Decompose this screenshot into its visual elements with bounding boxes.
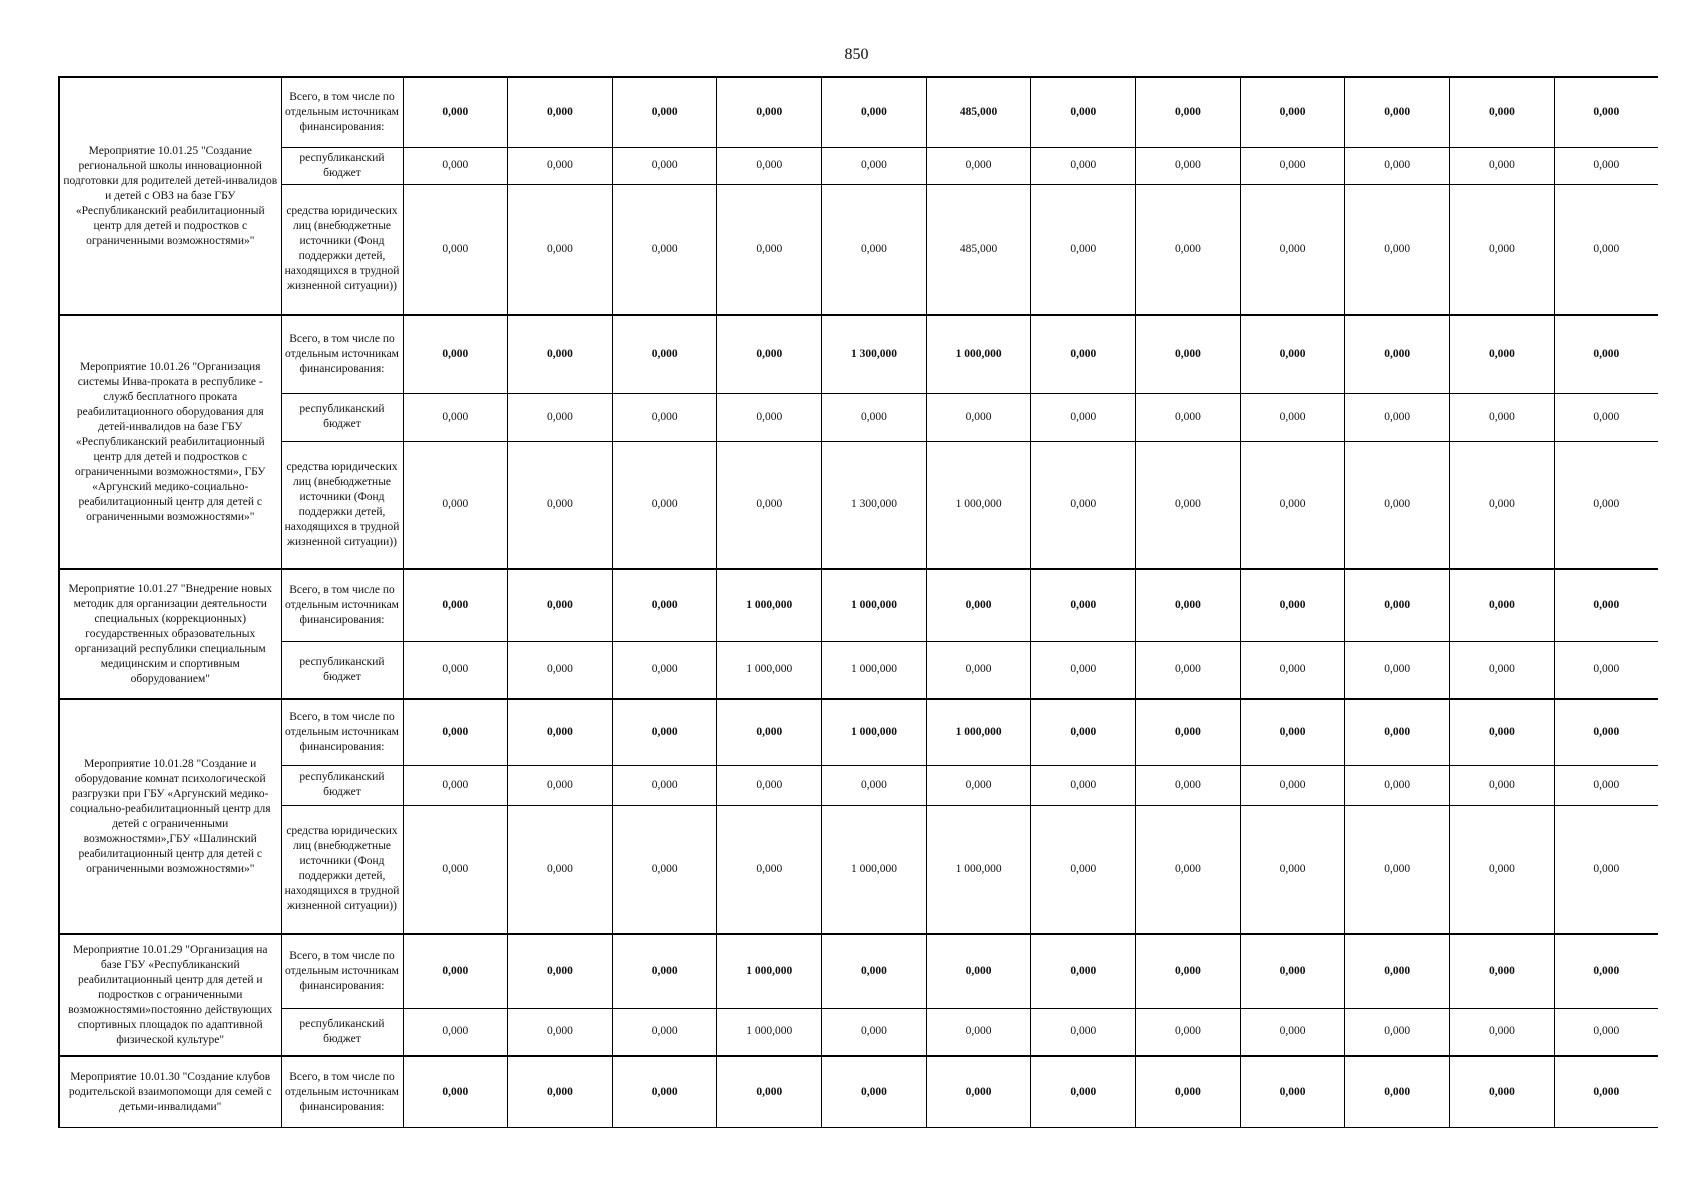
amount-cell: 0,000 [1031, 569, 1136, 641]
amount-cell: 0,000 [612, 441, 717, 569]
table-row [59, 765, 1658, 805]
amount-cell: 0,000 [612, 805, 717, 934]
amount-cell: 0,000 [1240, 393, 1345, 441]
amount-cell: 0,000 [403, 441, 508, 569]
funding-source-cell: республиканский бюджет [281, 765, 403, 805]
funding-source-cell: республиканский бюджет [281, 147, 403, 184]
amount-cell: 0,000 [1345, 315, 1450, 393]
amount-cell: 0,000 [612, 934, 717, 1008]
amount-cell: 0,000 [1031, 393, 1136, 441]
page-number: 850 [844, 46, 869, 63]
amount-cell: 0,000 [926, 393, 1031, 441]
amount-cell: 0,000 [508, 1008, 613, 1056]
amount-cell: 0,000 [1136, 184, 1241, 315]
funding-source-cell: республиканский бюджет [281, 641, 403, 699]
amount-cell: 1 000,000 [717, 934, 822, 1008]
amount-cell: 1 000,000 [822, 699, 927, 765]
amount-cell: 0,000 [926, 934, 1031, 1008]
funding-source-cell: республиканский бюджет [281, 393, 403, 441]
amount-cell: 0,000 [1450, 805, 1555, 934]
amount-cell: 0,000 [1136, 569, 1241, 641]
event-name-cell: Мероприятие 10.01.28 "Создание и оборудование комнат психологической разгрузки при ГБУ «Аргунский медико-социально-реабилитационный центр для детей с ограниченными возможностями»,ГБУ «Шалинский реабилитационный центр для детей с ограниченными возможностями»" [59, 699, 281, 934]
amount-cell: 0,000 [926, 147, 1031, 184]
amount-cell: 0,000 [1240, 805, 1345, 934]
amount-cell: 1 000,000 [717, 1008, 822, 1056]
amount-cell: 0,000 [1031, 77, 1136, 147]
amount-cell: 0,000 [1450, 147, 1555, 184]
amount-cell: 0,000 [508, 1056, 613, 1128]
amount-cell: 0,000 [1450, 765, 1555, 805]
amount-cell: 0,000 [403, 1056, 508, 1128]
amount-cell: 0,000 [926, 641, 1031, 699]
amount-cell: 0,000 [1136, 641, 1241, 699]
amount-cell: 0,000 [926, 765, 1031, 805]
amount-cell: 0,000 [1240, 934, 1345, 1008]
amount-cell: 0,000 [1450, 569, 1555, 641]
amount-cell: 0,000 [1450, 934, 1555, 1008]
amount-cell: 485,000 [926, 77, 1031, 147]
amount-cell: 0,000 [1554, 184, 1658, 315]
amount-cell: 0,000 [717, 441, 822, 569]
amount-cell: 0,000 [822, 1056, 927, 1128]
amount-cell: 1 300,000 [822, 441, 927, 569]
amount-cell: 0,000 [612, 641, 717, 699]
amount-cell: 0,000 [1031, 184, 1136, 315]
amount-cell: 0,000 [717, 77, 822, 147]
amount-cell: 0,000 [1345, 147, 1450, 184]
funding-source-cell: Всего, в том числе по отдельным источникам финансирования: [281, 569, 403, 641]
amount-cell: 0,000 [403, 934, 508, 1008]
amount-cell: 0,000 [1136, 441, 1241, 569]
amount-cell: 0,000 [403, 147, 508, 184]
amount-cell: 0,000 [508, 77, 613, 147]
amount-cell: 0,000 [508, 315, 613, 393]
amount-cell: 0,000 [1240, 699, 1345, 765]
amount-cell: 0,000 [1554, 441, 1658, 569]
amount-cell: 0,000 [822, 147, 927, 184]
amount-cell: 0,000 [403, 1008, 508, 1056]
amount-cell: 1 300,000 [822, 315, 927, 393]
amount-cell: 0,000 [1240, 147, 1345, 184]
amount-cell: 0,000 [1240, 641, 1345, 699]
amount-cell: 0,000 [1136, 147, 1241, 184]
amount-cell: 0,000 [717, 315, 822, 393]
table-row [59, 147, 1658, 184]
amount-cell: 0,000 [1031, 765, 1136, 805]
amount-cell: 0,000 [1450, 441, 1555, 569]
event-name-cell: Мероприятие 10.01.29 "Организация на базе ГБУ «Республиканский реабилитационный центр для детей и подростков с ограниченными возможностями»постоянно действующих спортивных площадок по адаптивной физической культуре" [59, 934, 281, 1056]
amount-cell: 0,000 [926, 1056, 1031, 1128]
table-row [59, 699, 1658, 765]
amount-cell: 0,000 [508, 184, 613, 315]
amount-cell: 0,000 [1240, 1056, 1345, 1128]
amount-cell: 0,000 [1136, 699, 1241, 765]
amount-cell: 0,000 [1554, 934, 1658, 1008]
amount-cell: 0,000 [1345, 184, 1450, 315]
amount-cell: 0,000 [403, 699, 508, 765]
amount-cell: 1 000,000 [926, 315, 1031, 393]
amount-cell: 0,000 [1136, 805, 1241, 934]
amount-cell: 0,000 [1345, 569, 1450, 641]
amount-cell: 0,000 [1136, 934, 1241, 1008]
amount-cell: 0,000 [1554, 147, 1658, 184]
funding-source-cell: республиканский бюджет [281, 1008, 403, 1056]
amount-cell: 0,000 [717, 184, 822, 315]
amount-cell: 0,000 [508, 569, 613, 641]
table-row [59, 1056, 1658, 1128]
table-row [59, 641, 1658, 699]
amount-cell: 0,000 [1031, 641, 1136, 699]
amount-cell: 0,000 [1450, 641, 1555, 699]
amount-cell: 0,000 [1554, 393, 1658, 441]
amount-cell: 0,000 [1031, 934, 1136, 1008]
amount-cell: 0,000 [1031, 1008, 1136, 1056]
amount-cell: 0,000 [1345, 441, 1450, 569]
table-viewport [58, 76, 1658, 1128]
amount-cell: 0,000 [822, 393, 927, 441]
amount-cell: 0,000 [612, 1056, 717, 1128]
amount-cell: 1 000,000 [926, 699, 1031, 765]
amount-cell: 0,000 [822, 934, 927, 1008]
amount-cell: 0,000 [717, 805, 822, 934]
event-name-cell: Мероприятие 10.01.25 "Создание региональной школы инновационной подготовки для родителей детей-инвалидов и детей с ОВЗ на базе ГБУ «Республиканский реабилитационный центр для детей и подростков с ограниченными возможностями»" [59, 77, 281, 315]
amount-cell: 485,000 [926, 184, 1031, 315]
table-row [59, 569, 1658, 641]
amount-cell: 0,000 [403, 184, 508, 315]
amount-cell: 0,000 [1031, 805, 1136, 934]
amount-cell: 1 000,000 [822, 569, 927, 641]
amount-cell: 0,000 [612, 393, 717, 441]
amount-cell: 0,000 [1031, 1056, 1136, 1128]
amount-cell: 0,000 [508, 699, 613, 765]
amount-cell: 0,000 [612, 184, 717, 315]
amount-cell: 1 000,000 [926, 805, 1031, 934]
amount-cell: 1 000,000 [822, 641, 927, 699]
amount-cell: 0,000 [717, 393, 822, 441]
amount-cell: 0,000 [1240, 765, 1345, 805]
amount-cell: 0,000 [822, 184, 927, 315]
amount-cell: 0,000 [612, 1008, 717, 1056]
amount-cell: 0,000 [717, 699, 822, 765]
budget-table [58, 76, 1658, 1128]
amount-cell: 1 000,000 [717, 569, 822, 641]
amount-cell: 1 000,000 [926, 441, 1031, 569]
amount-cell: 0,000 [1345, 1056, 1450, 1128]
amount-cell: 0,000 [926, 569, 1031, 641]
amount-cell: 0,000 [403, 315, 508, 393]
amount-cell: 0,000 [1031, 699, 1136, 765]
amount-cell: 0,000 [1554, 805, 1658, 934]
amount-cell: 0,000 [1240, 315, 1345, 393]
amount-cell: 0,000 [1345, 934, 1450, 1008]
amount-cell: 0,000 [822, 1008, 927, 1056]
amount-cell: 0,000 [926, 1008, 1031, 1056]
amount-cell: 0,000 [822, 765, 927, 805]
amount-cell: 0,000 [1136, 1056, 1241, 1128]
amount-cell: 0,000 [1450, 1056, 1555, 1128]
amount-cell: 0,000 [508, 393, 613, 441]
amount-cell: 0,000 [1345, 641, 1450, 699]
amount-cell: 0,000 [403, 805, 508, 934]
amount-cell: 0,000 [1240, 184, 1345, 315]
amount-cell: 0,000 [717, 765, 822, 805]
funding-source-cell: Всего, в том числе по отдельным источникам финансирования: [281, 315, 403, 393]
amount-cell: 0,000 [612, 315, 717, 393]
amount-cell: 0,000 [1554, 1056, 1658, 1128]
event-name-cell: Мероприятие 10.01.26 "Организация системы Инва-проката в республике - служб бесплатного проката реабилитационного оборудования для детей-инвалидов на базе ГБУ «Республиканский реабилитационный центр для детей и подростков с ограниченными возможностями», ГБУ «Аргунский медико-социально-реабилитационный центр для детей с ограниченными возможностями»" [59, 315, 281, 569]
amount-cell: 0,000 [1240, 1008, 1345, 1056]
amount-cell: 0,000 [403, 77, 508, 147]
amount-cell: 0,000 [1554, 699, 1658, 765]
amount-cell: 0,000 [612, 147, 717, 184]
amount-cell: 0,000 [1450, 77, 1555, 147]
amount-cell: 0,000 [1136, 77, 1241, 147]
event-name-cell: Мероприятие 10.01.27 "Внедрение новых методик для организации деятельности специальных (коррекционных) государственных образовательных организаций республики специальным медицинским и спортивным оборудованием" [59, 569, 281, 699]
amount-cell: 0,000 [1345, 765, 1450, 805]
amount-cell: 0,000 [1031, 315, 1136, 393]
amount-cell: 0,000 [1345, 1008, 1450, 1056]
amount-cell: 0,000 [403, 765, 508, 805]
funding-source-cell: Всего, в том числе по отдельным источникам финансирования: [281, 77, 403, 147]
amount-cell: 0,000 [403, 641, 508, 699]
amount-cell: 0,000 [1554, 315, 1658, 393]
amount-cell: 0,000 [1554, 1008, 1658, 1056]
funding-source-cell: средства юридических лиц (внебюджетные источники (Фонд поддержки детей, находящихся в трудной жизненной ситуации)) [281, 441, 403, 569]
amount-cell: 0,000 [1450, 184, 1555, 315]
amount-cell: 0,000 [508, 934, 613, 1008]
amount-cell: 0,000 [1554, 569, 1658, 641]
amount-cell: 0,000 [822, 77, 927, 147]
amount-cell: 0,000 [1345, 699, 1450, 765]
funding-source-cell: средства юридических лиц (внебюджетные источники (Фонд поддержки детей, находящихся в трудной жизненной ситуации)) [281, 805, 403, 934]
event-name-cell: Мероприятие 10.01.30 "Создание клубов родительской взаимопомощи для семей с детьми-инвалидами" [59, 1056, 281, 1128]
amount-cell: 0,000 [1554, 77, 1658, 147]
amount-cell: 0,000 [612, 699, 717, 765]
amount-cell: 0,000 [1240, 569, 1345, 641]
amount-cell: 0,000 [1450, 1008, 1555, 1056]
table-row [59, 315, 1658, 393]
amount-cell: 1 000,000 [822, 805, 927, 934]
amount-cell: 0,000 [1345, 805, 1450, 934]
amount-cell: 0,000 [612, 77, 717, 147]
amount-cell: 0,000 [508, 441, 613, 569]
table-row [59, 393, 1658, 441]
amount-cell: 0,000 [1450, 393, 1555, 441]
amount-cell: 0,000 [508, 641, 613, 699]
amount-cell: 0,000 [1450, 315, 1555, 393]
amount-cell: 0,000 [1554, 765, 1658, 805]
amount-cell: 0,000 [403, 393, 508, 441]
amount-cell: 0,000 [403, 569, 508, 641]
amount-cell: 0,000 [1136, 315, 1241, 393]
amount-cell: 0,000 [717, 1056, 822, 1128]
amount-cell: 0,000 [1554, 641, 1658, 699]
amount-cell: 0,000 [717, 147, 822, 184]
amount-cell: 0,000 [1345, 393, 1450, 441]
table-row [59, 805, 1658, 934]
funding-source-cell: Всего, в том числе по отдельным источникам финансирования: [281, 699, 403, 765]
amount-cell: 0,000 [1450, 699, 1555, 765]
funding-source-cell: Всего, в том числе по отдельным источникам финансирования: [281, 934, 403, 1008]
amount-cell: 0,000 [508, 765, 613, 805]
amount-cell: 0,000 [1136, 393, 1241, 441]
funding-source-cell: средства юридических лиц (внебюджетные источники (Фонд поддержки детей, находящихся в трудной жизненной ситуации)) [281, 184, 403, 315]
table-row [59, 184, 1658, 315]
table-row [59, 441, 1658, 569]
amount-cell: 0,000 [508, 805, 613, 934]
table-row [59, 77, 1658, 147]
table-row [59, 934, 1658, 1008]
amount-cell: 0,000 [612, 569, 717, 641]
amount-cell: 0,000 [1031, 147, 1136, 184]
amount-cell: 1 000,000 [717, 641, 822, 699]
amount-cell: 0,000 [508, 147, 613, 184]
funding-source-cell: Всего, в том числе по отдельным источникам финансирования: [281, 1056, 403, 1128]
amount-cell: 0,000 [1031, 441, 1136, 569]
amount-cell: 0,000 [1345, 77, 1450, 147]
amount-cell: 0,000 [1240, 77, 1345, 147]
amount-cell: 0,000 [612, 765, 717, 805]
table-row [59, 1008, 1658, 1056]
amount-cell: 0,000 [1136, 1008, 1241, 1056]
amount-cell: 0,000 [1240, 441, 1345, 569]
amount-cell: 0,000 [1136, 765, 1241, 805]
